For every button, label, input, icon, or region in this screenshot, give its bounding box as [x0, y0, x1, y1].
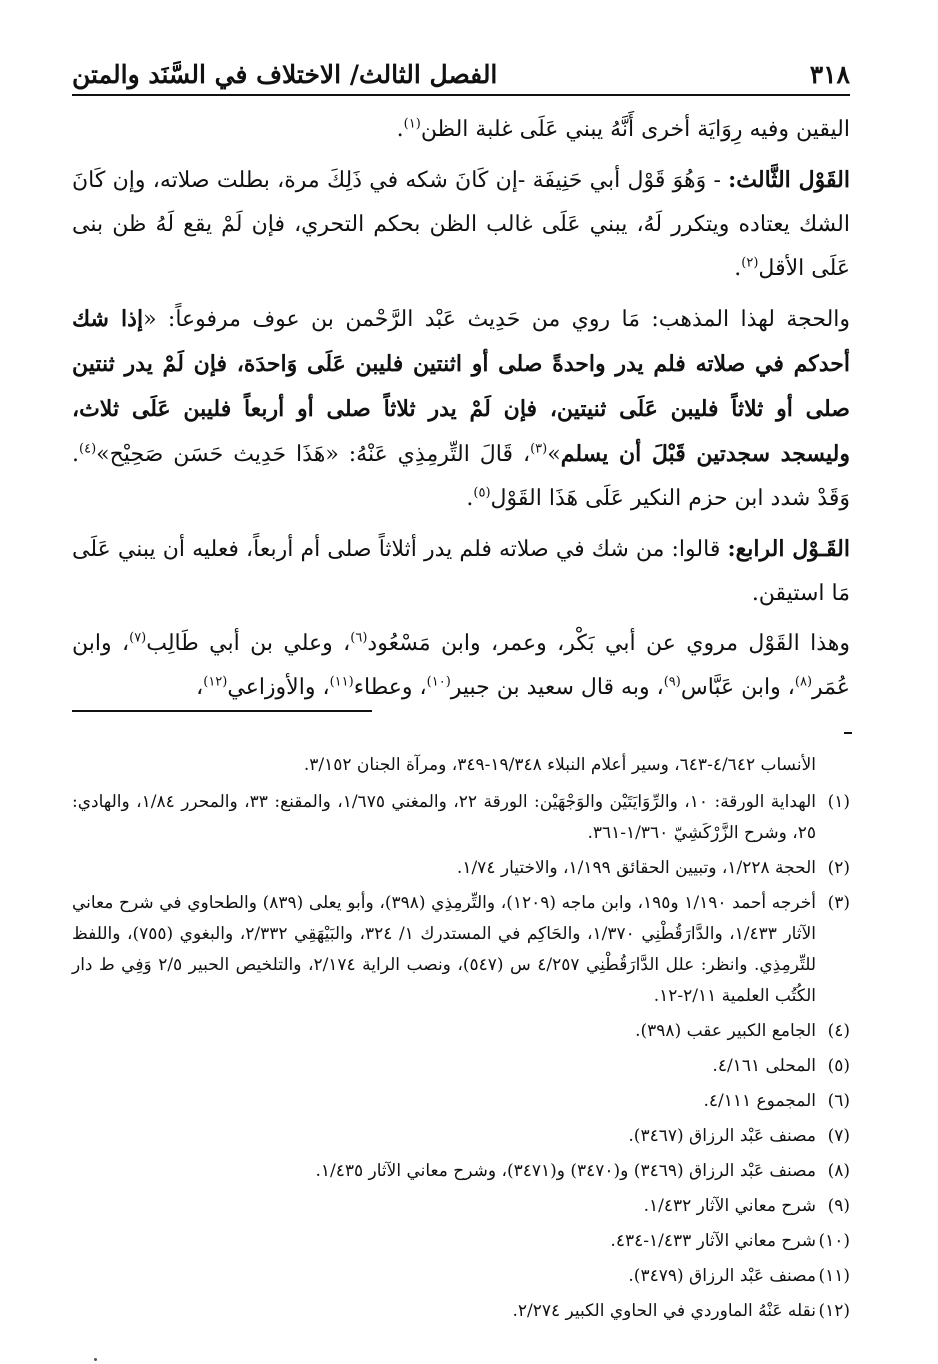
footnote-item	[72, 1156, 850, 1187]
footnote-item	[72, 1086, 850, 1117]
page-header	[72, 54, 850, 96]
footnote-text: نقله عَنْهُ الماوردي في الحاوي الكبير ٢/٢٧٤.	[512, 1301, 816, 1321]
footnote-text: الجامع الكبير عقب (٣٩٨).	[635, 1021, 816, 1041]
p5-text-7: ، والأوزاعي	[227, 675, 330, 700]
footnote-continuation: الأنساب ٤/٦٤٢-٦٤٣، وسير أعلام النبلاء ١٩/٣٤٨-٣٤٩، ومرآة الجنان ٣/١٥٢.	[303, 755, 816, 775]
footnote-ref-7: (٧)	[129, 630, 147, 646]
footnote-text: مصنف عَبْد الرزاق (٣٤٦٩) و(٣٤٧٠) و(٣٤٧١)، وشرح معاني الآثار ١/٤٣٥.	[315, 1161, 816, 1181]
footnote-ref-4: (٤)	[79, 441, 97, 457]
paragraph-5	[72, 622, 850, 710]
footnote-ref-2: (٢)	[741, 255, 759, 271]
footnote-ref-8: (٨)	[794, 674, 813, 690]
p5-text-4: ، وابن عَبَّاس	[680, 675, 795, 700]
footnote-item	[72, 888, 850, 1012]
p3-mid: ، قَالَ التِّرمِذِي عَنْهُ: «هَذَا حَدِيث حَسَن صَحِيْح»	[96, 442, 531, 467]
footnote-ref-1: (١)	[403, 116, 421, 132]
p3-tail: .	[466, 486, 474, 511]
footnote-item	[72, 1261, 850, 1292]
paragraph-3	[72, 297, 850, 521]
paragraph-1	[72, 108, 850, 152]
footnote-number: (١٢)	[818, 1301, 850, 1321]
footnote-item	[72, 1191, 850, 1222]
footnote-item	[72, 787, 850, 849]
footnote-number: (٣)	[827, 893, 850, 913]
footnote-ref-3: (٣)	[530, 441, 548, 457]
footnote-number: (٤)	[827, 1021, 850, 1041]
footnote-number: (٧)	[827, 1126, 850, 1146]
p4-text: قالوا: من شك في صلاته فلم يدر أثلاثاً صلى أم أربعاً، فعليه أن يبني عَلَى مَا استيقن.	[72, 537, 850, 606]
footnote-item	[72, 1051, 850, 1082]
footnote-item	[72, 1296, 850, 1327]
footnote-ref-9: (٩)	[663, 674, 681, 690]
fourth-opinion-heading: القَـوْل الرابع:	[727, 536, 850, 562]
footnote-text: مصنف عَبْد الرزاق (٣٤٦٧).	[628, 1126, 816, 1146]
footnote-ref-5: (٥)	[473, 485, 491, 501]
footnote-number: (٢)	[827, 858, 850, 878]
footnote-ref-12: (١٢)	[203, 674, 228, 690]
paragraph-2	[72, 158, 850, 291]
footnote-text: أخرجه أحمد ١/١٩٠ و١٩٥، وابن ماجه (١٢٠٩)، والتِّرمِذِي (٣٩٨)، وأبو يعلى (٨٣٩) والطحاوي في شرح معاني الآثار ١/٤٣٣، والدَّارَقُطْنِي ١/٣٧٠، والحَاكِم في المستدرك ١/ ٣٢٤، والبَيْهَقِي ٢/٣٣٢، والبغوي (٧٥٥)، واللفظ للتِّرمِذِي. وانظر: علل الدَّارَقُطْنِي ٤/٢٥٧ س (٥٤٧)، ونصب الراية ٢/١٧٤، والتلخيص الحبير ٢/٥ وَفِي ط دار الكُتُب العلمية ٢/١١-١٢.	[72, 893, 817, 1006]
footnote-text: شرح معاني الآثار ١/٤٣٢.	[643, 1196, 816, 1216]
footnote-number: (٩)	[827, 1196, 850, 1216]
p5-text-2: ، وعلي بن أبي طَالِب	[146, 631, 351, 656]
p2-text: - وَهُوَ قَوْل أبي حَنِيفَة -إن كَانَ شكه في ذَلِكَ مرة، بطلت صلاته، وإن كَانَ الشك يعتاده ويتكرر لَهُ، يبني عَلَى غالب الظن بحكم التحري، فإن لَمْ يقع لَهُ ظن بنى عَلَى الأقل	[72, 168, 850, 281]
footnote-number: (٦)	[827, 1091, 850, 1111]
footnote-item	[72, 853, 850, 884]
separator-line	[72, 710, 372, 712]
footnote-separator	[72, 710, 850, 711]
footnote-number: (١)	[827, 792, 850, 812]
scan-speck	[94, 1358, 97, 1361]
footnote-text: الهداية الورقة: ١٠، والرِّوَايَتَيْن والوَجْهَيْن: الورقة ٢٢، والمغني ١/٦٧٥، والمقنع: ٣٣، والمحرر ١/٨٤، والهادي: ٢٥، وشرح الزَّرْكَشِيّ ١/٣٦٠-٣٦١.	[72, 792, 816, 843]
p1-tail: .	[396, 117, 404, 142]
p5-text-8: ،	[196, 675, 204, 700]
footnote-item	[72, 1226, 850, 1257]
footnote-item	[72, 1016, 850, 1047]
p1-text: اليقين وفيه رِوَايَة أخرى أَنَّهُ يبني عَلَى غلبة الظن	[420, 117, 850, 142]
footnote-number: (١١)	[818, 1266, 850, 1286]
p5-text-6: ، وعطاء	[353, 675, 427, 700]
footnote-ref-10: (١٠)	[426, 674, 451, 690]
p5-text-3: ، وابن عُمَر	[72, 631, 850, 700]
footnote-number: (٨)	[827, 1161, 850, 1181]
footnote-text: مصنف عَبْد الرزاق (٣٤٧٩).	[628, 1266, 816, 1286]
paragraph-4	[72, 527, 850, 616]
p3-intro: والحجة لهذا المذهب: مَا روي من حَدِيث عَبْد الرَّحْمن بن عوف مرفوعاً: «	[143, 307, 851, 332]
main-text	[72, 108, 850, 716]
footnotes-section	[72, 750, 850, 1331]
footnote-ref-11: (١١)	[329, 674, 354, 690]
third-opinion-heading: القَوْل الثَّالث:	[728, 167, 850, 193]
footnote-text: المحلى ٤/١٦١.	[712, 1056, 816, 1076]
footnote-text: شرح معاني الآثار ١/٤٣٣-٤٣٤.	[610, 1231, 816, 1251]
footnote-text: الحجة ١/٢٢٨، وتبيين الحقائق ١/١٩٩، والاختيار ١/٧٤.	[456, 858, 816, 878]
p5-text-1: وهذا القَوْل مروي عن أبي بَكْر، وعمر، وابن مَسْعُود	[367, 631, 851, 656]
continuation-mark	[844, 732, 852, 734]
footnote-item	[72, 1121, 850, 1152]
footnote-number: (١٠)	[818, 1231, 850, 1251]
footnote-number: (٥)	[827, 1056, 850, 1076]
page-number: ٣١٨	[809, 60, 850, 89]
p5-text-5: ، وبه قال سعيد بن جبير	[450, 675, 664, 700]
footnote-text: المجموع ٤/١١١.	[703, 1091, 816, 1111]
footnote-ref-6: (٦)	[350, 630, 368, 646]
p2-tail: .	[734, 256, 742, 281]
hadith-text: إذا شك أحدكم في صلاته فلم يدر واحدةً صلى أو اثنتين فليبن عَلَى وَاحدَة، فإن لَمْ يدر ثنتين صلى أو ثلاثاً فليبن عَلَى ثنيتين، فإن لَمْ يدر ثلاثاً صلى أو أربعاً فليبن عَلَى ثلاث، وليسجد سجدتين قَبْلَ أن يسلم	[72, 306, 851, 467]
p3-close-quote: »	[547, 442, 561, 467]
p3-mid2: . وَقَدْ شدد ابن حزم النكير عَلَى هَذَا القَوْل	[72, 442, 850, 511]
running-title: الفصل الثالث/ الاختلاف في السَّنَد والمتن	[72, 60, 498, 89]
